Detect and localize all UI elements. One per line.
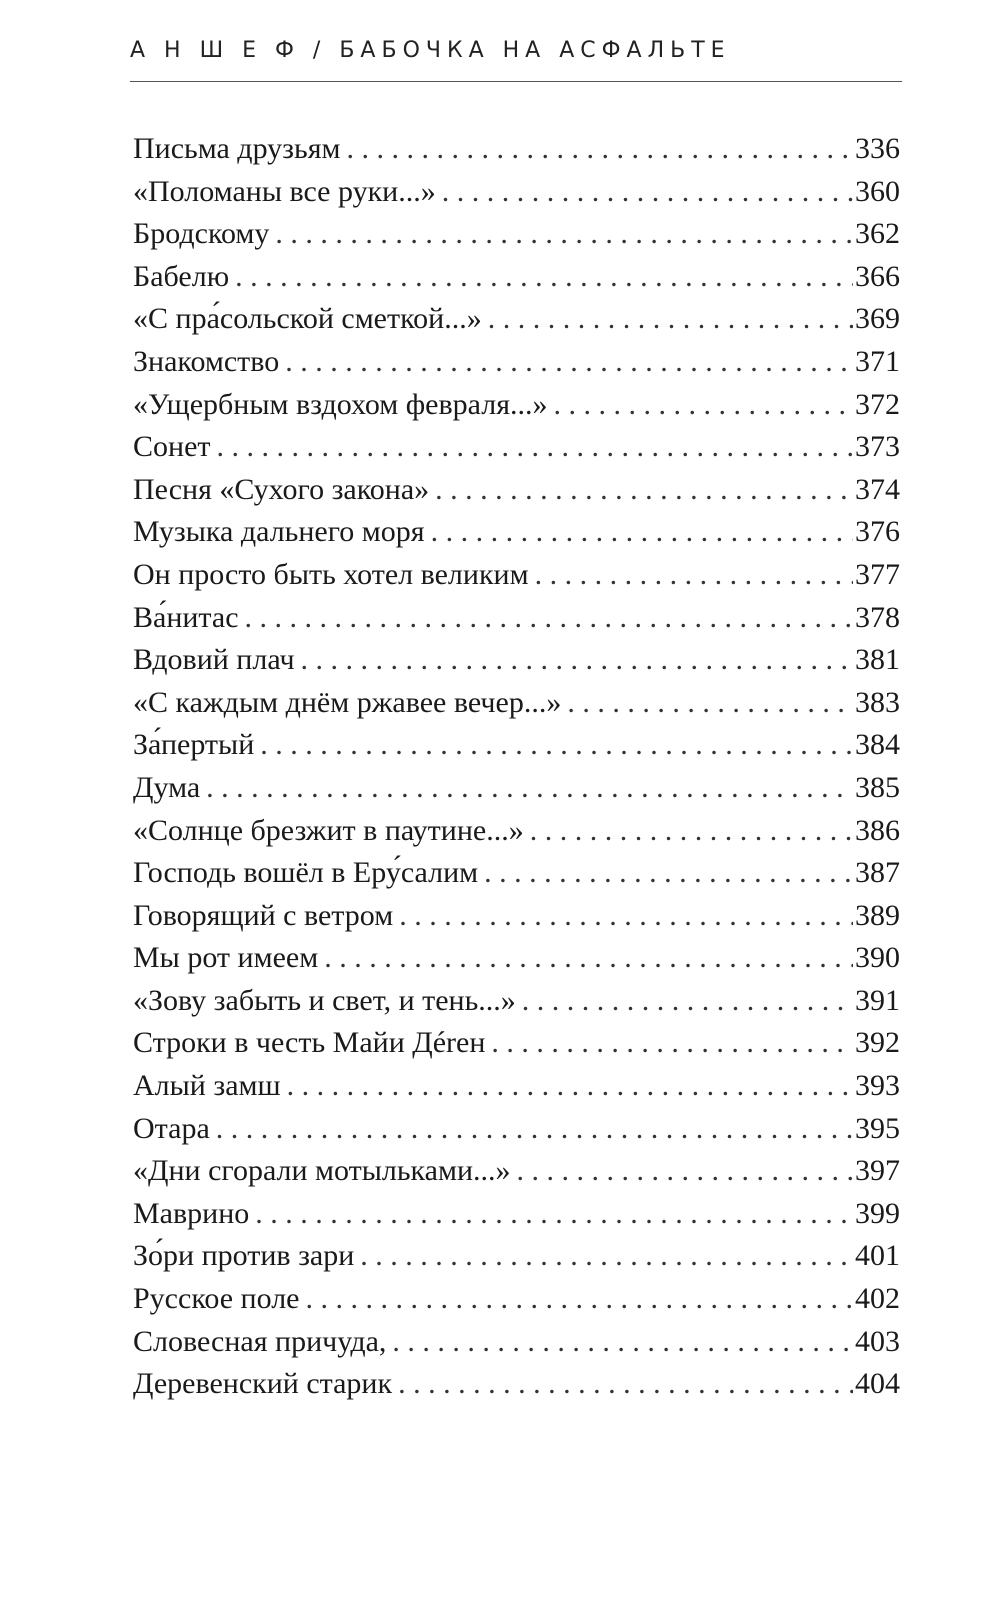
toc-entry xyxy=(133,724,900,767)
toc-entry-page: 372 xyxy=(855,387,900,421)
toc-leader-dots xyxy=(324,937,853,980)
toc-entry-title: Знакомство xyxy=(133,344,280,378)
toc-leader-dots xyxy=(392,1321,853,1364)
toc-entry-title: Зо́ри против зари xyxy=(133,1239,355,1273)
toc-leader-dots xyxy=(275,213,853,256)
toc-entry-title: Строки в честь Майи Дérен xyxy=(133,1026,486,1060)
toc-entry-title: «С пра́сольской сметкой...» xyxy=(133,302,482,336)
toc-entry-page: 383 xyxy=(855,685,900,719)
toc-entry xyxy=(133,1278,900,1321)
toc-entry-page: 384 xyxy=(855,728,900,762)
toc-entry xyxy=(133,426,900,469)
toc-entry xyxy=(133,1321,900,1364)
toc-entry-title: Деревенский старик xyxy=(133,1367,393,1401)
toc-entry-title: Вдовий плач xyxy=(133,643,295,677)
toc-entry xyxy=(133,341,900,384)
toc-leader-dots xyxy=(285,341,853,384)
toc-leader-dots xyxy=(491,1022,853,1065)
toc-entry-title: Маврино xyxy=(133,1196,250,1230)
toc-entry-title: Песня «Сухого закона» xyxy=(133,472,430,506)
table-of-contents xyxy=(133,128,900,1406)
toc-entry-page: 392 xyxy=(855,1026,900,1060)
toc-entry xyxy=(133,1363,900,1406)
toc-entry-page: 386 xyxy=(855,813,900,847)
toc-entry-title: Сонет xyxy=(133,430,211,464)
toc-entry-page: 336 xyxy=(855,132,900,165)
toc-entry xyxy=(133,597,900,640)
toc-entry xyxy=(133,511,900,554)
toc-entry-title: Он просто быть хотел великим xyxy=(133,557,529,591)
toc-entry xyxy=(133,256,900,299)
toc-entry-title: Русское поле xyxy=(133,1282,300,1316)
toc-entry xyxy=(133,1193,900,1236)
toc-entry xyxy=(133,895,900,938)
toc-entry-title: Мы рот имеем xyxy=(133,941,319,975)
toc-entry-title: За́пертый xyxy=(133,728,255,762)
toc-leader-dots xyxy=(442,171,853,214)
toc-entry xyxy=(133,639,900,682)
toc-entry-page: 387 xyxy=(855,856,900,890)
toc-entry xyxy=(133,171,900,214)
toc-leader-dots xyxy=(287,1065,853,1108)
toc-entry xyxy=(133,128,900,171)
toc-entry-title: Бродскому xyxy=(133,217,270,251)
toc-entry xyxy=(133,469,900,512)
toc-leader-dots xyxy=(245,597,853,640)
toc-entry xyxy=(133,213,900,256)
toc-leader-dots xyxy=(398,1363,853,1406)
toc-entry xyxy=(133,384,900,427)
toc-entry-page: 399 xyxy=(855,1196,900,1230)
toc-entry-page: 374 xyxy=(855,472,900,506)
toc-entry-title: Ва́нитас xyxy=(133,600,239,634)
toc-entry-page: 402 xyxy=(855,1282,900,1316)
toc-entry-page: 373 xyxy=(855,430,900,464)
toc-entry-title: Музыка дальнего моря xyxy=(133,515,425,549)
toc-leader-dots xyxy=(484,852,853,895)
toc-leader-dots xyxy=(399,895,853,938)
toc-entry xyxy=(133,1108,900,1151)
toc-entry-title: Бабелю xyxy=(133,259,230,293)
toc-leader-dots xyxy=(535,554,853,597)
toc-entry-page: 362 xyxy=(855,217,900,251)
toc-entry-title: «Дни сгорали мотыльками...» xyxy=(133,1154,511,1188)
toc-entry-title: «Ущербным вздохом февраля...» xyxy=(133,387,548,421)
toc-entry-page: 391 xyxy=(855,983,900,1017)
toc-entry-title: Алый замш xyxy=(133,1069,281,1103)
toc-leader-dots xyxy=(217,426,854,469)
toc-leader-dots xyxy=(255,1193,853,1236)
toc-entry-page: 369 xyxy=(855,302,900,336)
toc-leader-dots xyxy=(301,639,853,682)
toc-entry-page: 377 xyxy=(855,557,900,591)
toc-entry-page: 366 xyxy=(855,259,900,293)
toc-leader-dots xyxy=(488,298,853,341)
toc-leader-dots xyxy=(530,810,853,853)
toc-leader-dots xyxy=(360,1235,853,1278)
toc-leader-dots xyxy=(216,1108,853,1151)
toc-entry xyxy=(133,682,900,725)
toc-entry-page: 403 xyxy=(855,1324,900,1358)
toc-entry-page: 378 xyxy=(855,600,900,634)
toc-entry-page: 381 xyxy=(855,643,900,677)
toc-entry-title: «Поломаны все руки...» xyxy=(133,174,436,208)
toc-entry-title: Дума xyxy=(133,770,201,804)
toc-entry-title: «Зову забыть и свет, и тень...» xyxy=(133,983,516,1017)
toc-entry-page: 397 xyxy=(855,1154,900,1188)
toc-entry xyxy=(133,1235,900,1278)
running-header: А Н Ш Е Ф / БАБОЧКА НА АСФАЛЬТЕ xyxy=(130,38,731,63)
toc-leader-dots xyxy=(522,980,853,1023)
toc-leader-dots xyxy=(206,767,853,810)
toc-entry-title: Словесная причуда, xyxy=(133,1324,387,1358)
toc-entry-page: 395 xyxy=(855,1111,900,1145)
toc-entry xyxy=(133,937,900,980)
toc-leader-dots xyxy=(431,511,853,554)
toc-entry xyxy=(133,980,900,1023)
toc-entry-page: 360 xyxy=(855,174,900,208)
toc-entry xyxy=(133,298,900,341)
toc-entry-page: 401 xyxy=(855,1239,900,1273)
toc-entry xyxy=(133,1150,900,1193)
toc-leader-dots xyxy=(260,724,853,767)
toc-entry-page: 371 xyxy=(855,344,900,378)
toc-entry xyxy=(133,852,900,895)
toc-entry-title: «С каждым днём ржавее вечер...» xyxy=(133,685,562,719)
toc-leader-dots xyxy=(567,682,853,725)
toc-entry xyxy=(133,767,900,810)
toc-leader-dots xyxy=(517,1150,853,1193)
toc-entry xyxy=(133,554,900,597)
toc-leader-dots xyxy=(235,256,853,299)
toc-entry-page: 390 xyxy=(855,941,900,975)
toc-leader-dots xyxy=(347,128,854,171)
toc-leader-dots xyxy=(554,384,853,427)
toc-entry-title: Письма друзьям xyxy=(133,132,341,165)
toc-entry-page: 389 xyxy=(855,898,900,932)
toc-entry-title: Господь вошёл в Еру́салим xyxy=(133,856,479,890)
toc-entry-title: Говорящий с ветром xyxy=(133,898,394,932)
toc-entry xyxy=(133,1065,900,1108)
toc-entry xyxy=(133,1022,900,1065)
toc-leader-dots xyxy=(435,469,853,512)
toc-leader-dots xyxy=(306,1278,854,1321)
toc-entry-title: «Солнце брезжит в паутине...» xyxy=(133,813,524,847)
toc-entry-page: 385 xyxy=(855,770,900,804)
toc-entry-page: 404 xyxy=(855,1367,900,1401)
toc-entry xyxy=(133,810,900,853)
toc-entry-page: 393 xyxy=(855,1069,900,1103)
header-rule xyxy=(130,81,902,82)
toc-entry-title: Отара xyxy=(133,1111,210,1145)
toc-entry-page: 376 xyxy=(855,515,900,549)
